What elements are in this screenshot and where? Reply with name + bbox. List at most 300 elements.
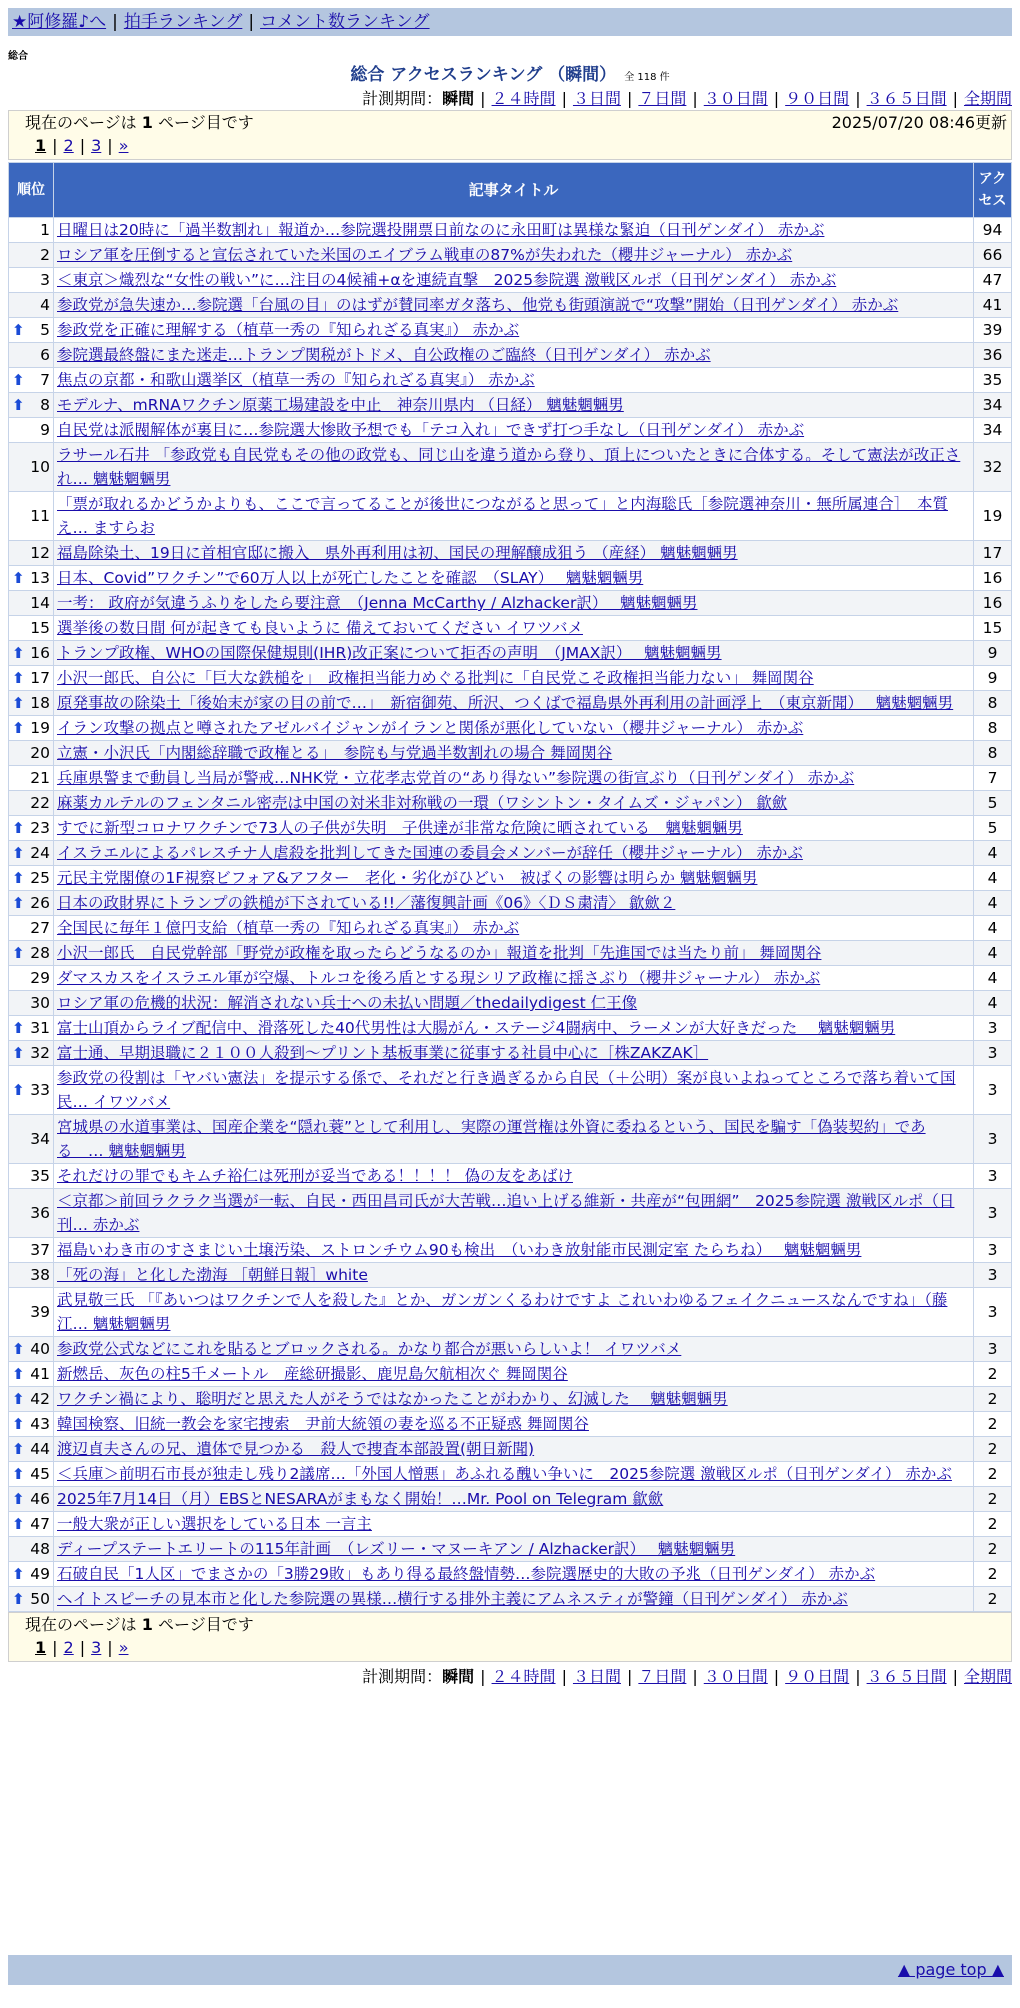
rank-number: 26: [30, 894, 50, 912]
access-count: 16: [974, 566, 1012, 591]
rank-number: 48: [30, 1540, 50, 1558]
article-link[interactable]: それだけの罪でもキムチ裕仁は死刑が妥当である！！！！ 偽の友をあばけ: [57, 1167, 573, 1185]
rank-number: 17: [30, 669, 50, 687]
rank-cell: [9, 1041, 54, 1066]
table-row: [9, 966, 1012, 991]
period-90d[interactable]: ９０日間: [785, 1667, 850, 1686]
table-row: [9, 368, 1012, 393]
access-count: 9: [974, 666, 1012, 691]
title-cell: [54, 966, 974, 991]
arrow-up-icon: ⬆: [12, 1465, 25, 1483]
page-1-current: 1: [35, 1638, 47, 1657]
arrow-up-icon: ⬆: [12, 396, 25, 414]
article-link[interactable]: 石破自民「1人区」でまさかの「3勝29敗」もあり得る最終盤情勢…参院選歴史的大敗の予兆（日刊ゲンダイ） 赤かぶ: [57, 1565, 876, 1583]
title-cell: [54, 1337, 974, 1362]
article-link[interactable]: ＜兵庫＞前明石市長が独走し残り2議席…「外国人憎悪」あふれる醜い争いに 2025参院選 激戦区ルポ（日刊ゲンダイ） 赤かぶ: [57, 1465, 952, 1483]
article-link[interactable]: ＜東京＞熾烈な“女性の戦い”に…注目の4候補+αを連続直撃 2025参院選 激戦区ルポ（日刊ゲンダイ） 赤かぶ: [57, 271, 837, 289]
period-current: 瞬間: [442, 1667, 475, 1686]
period-3d[interactable]: ３日間: [572, 89, 621, 108]
article-link[interactable]: すでに新型コロナワクチンで73人の子供が失明 子供達が非常な危険に晒されている 魑魅魍魎男: [57, 819, 743, 837]
rank-number: 9: [40, 421, 50, 439]
arrow-up-icon: ⬆: [12, 819, 25, 837]
title-cell: [54, 616, 974, 641]
arrow-up-icon: ⬆: [12, 869, 25, 887]
table-row: [9, 268, 1012, 293]
nav-separator: |: [248, 12, 255, 32]
title-cell: [54, 941, 974, 966]
updated-time: 2025/07/20 08:46更新: [831, 113, 1007, 132]
arrow-up-icon: ⬆: [12, 321, 25, 339]
title-cell: [54, 368, 974, 393]
page-links: 1 | 2 | 3 | »: [35, 1638, 129, 1657]
title-cell: [54, 1164, 974, 1189]
access-count: 3: [974, 1016, 1012, 1041]
rank-number: 42: [30, 1390, 50, 1408]
title-cell: [54, 766, 974, 791]
rank-number: 7: [40, 371, 50, 389]
access-count: 5: [974, 816, 1012, 841]
title-cell: [54, 866, 974, 891]
rank-cell: [9, 1412, 54, 1437]
article-link[interactable]: 元民主党閣僚の1F視察ビフォア&アフター 老化・劣化がひどい 被ばくの影響は明らか 魑魅魍魎男: [57, 869, 758, 887]
table-row: [9, 741, 1012, 766]
article-link[interactable]: 自民党は派閥解体が裏目に…参院選大惨敗予想でも「テコ入れ」できず打つ手なし（日刊ゲンダイ） 赤かぶ: [57, 421, 805, 439]
period-7d[interactable]: ７日間: [638, 1667, 687, 1686]
table-row: [9, 1537, 1012, 1562]
rank-cell: [9, 541, 54, 566]
table-row: [9, 1462, 1012, 1487]
rank-number: 24: [30, 844, 50, 862]
table-row: [9, 541, 1012, 566]
rank-cell: [9, 666, 54, 691]
next-page-link[interactable]: »: [118, 136, 129, 155]
access-count: 66: [974, 243, 1012, 268]
rank-cell: [9, 1437, 54, 1462]
access-count: 8: [974, 716, 1012, 741]
access-count: 34: [974, 418, 1012, 443]
access-count: 4: [974, 866, 1012, 891]
article-link[interactable]: 小沢一郎氏、自公に「巨大な鉄槌を」 政権担当能力めぐる批判に「自民党こそ政権担当能力ない」 舞岡関谷: [57, 669, 814, 687]
footer-bar: [8, 1955, 1012, 1985]
rank-cell: [9, 218, 54, 243]
rank-number: 28: [30, 944, 50, 962]
home-link[interactable]: ★阿修羅♪へ: [12, 12, 107, 32]
article-link[interactable]: ロシア軍を圧倒すると宣伝されていた米国のエイブラム戦車の87%が失われた（櫻井ジャーナル） 赤かぶ: [57, 246, 793, 264]
period-24h[interactable]: ２４時間: [491, 1667, 556, 1686]
rank-cell: [9, 1337, 54, 1362]
access-count: 4: [974, 916, 1012, 941]
page-1-current: 1: [35, 136, 47, 155]
article-link[interactable]: 日本の政財界にトランプの鉄槌が下されている!!／藩復興計画《06》〈ＤＳ粛清〉 歙歛２: [57, 894, 676, 912]
table-row: [9, 766, 1012, 791]
title-cell: [54, 1387, 974, 1412]
rank-number: 40: [30, 1340, 50, 1358]
arrow-up-icon: ⬆: [12, 1019, 25, 1037]
arrow-up-icon: ⬆: [12, 1340, 25, 1358]
page-3-link[interactable]: 3: [91, 136, 102, 155]
article-link[interactable]: 一考： 政府が気違うふりをしたら要注意 （Jenna McCarthy / Alzhacker訳） 魑魅魍魎男: [57, 594, 698, 612]
access-count: 4: [974, 966, 1012, 991]
article-link[interactable]: 富士通、早期退職に２１００人殺到〜プリント基板事業に従事する社員中心に［株ZAKZAK］: [57, 1044, 709, 1062]
access-count: 47: [974, 268, 1012, 293]
article-link[interactable]: 日曜日は20時に「過半数割れ」報道か…参院選投開票日前なのに永田町は異様な緊迫（日刊ゲンダイ） 赤かぶ: [57, 221, 825, 239]
period-label: 計測期間：: [362, 1667, 443, 1686]
article-link[interactable]: 参政党公式などにこれを貼るとブロックされる。かなり都合が悪いらしいよ！ イワツバメ: [57, 1340, 682, 1358]
article-link[interactable]: ダマスカスをイスラエル軍が空爆、トルコを後ろ盾とする現シリア政権に揺さぶり（櫻井ジャーナル） 赤かぶ: [57, 969, 821, 987]
article-link[interactable]: 参政党の役割は「ヤバい憲法」を提示する係で、それだと行き過ぎるから自民（＋公明）案が良いよねってところで落ち着いて国民… イワツバメ: [57, 1069, 956, 1111]
title-cell: [54, 1462, 974, 1487]
ranking-table: [8, 162, 1012, 1612]
rank-number: 15: [30, 619, 50, 637]
period-365d[interactable]: ３６５日間: [866, 1667, 947, 1686]
rank-cell: [9, 741, 54, 766]
table-row: [9, 1189, 1012, 1238]
period-90d[interactable]: ９０日間: [785, 89, 850, 108]
rank-number: 23: [30, 819, 50, 837]
arrow-up-icon: ⬆: [12, 719, 25, 737]
article-link[interactable]: ラサール石井 「参政党も自民党もその他の政党も、同じ山を違う道から登り、頂上についたときに合体する。そして憲法が改正され… 魑魅魍魎男: [57, 446, 961, 488]
article-link[interactable]: 「票が取れるかどうかよりも、ここで言ってることが後世につながると思って」と内海聡氏［参院選神奈川・無所属連合］ 本質え… ますらお: [57, 495, 948, 537]
arrow-up-icon: ⬆: [12, 694, 25, 712]
arrow-up-icon: ⬆: [12, 1515, 25, 1533]
rank-cell: [9, 368, 54, 393]
article-link[interactable]: 選挙後の数日間 何が起きても良いように 備えておいてください イワツバメ: [57, 619, 583, 637]
table-row: [9, 492, 1012, 541]
article-link[interactable]: 2025年7月14日（月）EBSとNESARAがまもなく開始！…Mr. Pool on Telegram 歙歛: [57, 1490, 664, 1508]
period-all[interactable]: 全期間: [963, 89, 1012, 108]
rank-number: 14: [30, 594, 50, 612]
table-row: [9, 916, 1012, 941]
period-24h[interactable]: ２４時間: [491, 89, 556, 108]
rank-cell: [9, 1238, 54, 1263]
table-row: [9, 791, 1012, 816]
page-2-link[interactable]: 2: [63, 136, 74, 155]
rank-cell: [9, 991, 54, 1016]
rank-number: 29: [30, 969, 50, 987]
article-link[interactable]: 新燃岳、灰色の柱5千メートル 産総研撮影、鹿児島欠航相次ぐ 舞岡関谷: [57, 1365, 568, 1383]
article-link[interactable]: 全国民に毎年１億円支給（植草一秀の『知られざる真実』） 赤かぶ: [57, 919, 520, 937]
rank-number: 3: [40, 271, 50, 289]
rank-number: 20: [30, 744, 50, 762]
period-7d[interactable]: ７日間: [638, 89, 687, 108]
title-cell: [54, 1238, 974, 1263]
rank-cell: [9, 1462, 54, 1487]
table-row: [9, 666, 1012, 691]
article-link[interactable]: 宮城県の水道事業は、国産企業を“隠れ蓑”として利用し、実際の運営権は外資に委ねるという、国民を騙す「偽装契約」である … 魑魅魍魎男: [57, 1118, 926, 1160]
rank-cell: [9, 841, 54, 866]
table-row: [9, 1164, 1012, 1189]
title-cell: [54, 716, 974, 741]
article-link[interactable]: 参政党が急失速か…参院選「台風の目」のはずが賛同率ガタ落ち、他党も街頭演説で“攻撃”開始（日刊ゲンダイ） 赤かぶ: [57, 296, 899, 314]
top-nav-bar: [8, 8, 1012, 36]
title-cell: [54, 916, 974, 941]
table-row: [9, 1288, 1012, 1337]
applause-ranking-link[interactable]: 拍手ランキング: [123, 12, 243, 32]
article-link[interactable]: 福島いわき市のすさまじい土壌汚染、ストロンチウム90も検出 （いわき放射能市民測定室 たらちね） 魑魅魍魎男: [57, 1241, 862, 1259]
access-count: 2: [974, 1362, 1012, 1387]
article-link[interactable]: 一般大衆が正しい選択をしている日本 一言主: [57, 1515, 372, 1533]
page-status: 現在のページは 1 ページ目です: [25, 1615, 254, 1634]
period-30d[interactable]: ３０日間: [703, 1667, 768, 1686]
access-count: 3: [974, 1288, 1012, 1337]
access-count: 35: [974, 368, 1012, 393]
pager-top: [8, 110, 1012, 160]
title-cell: [54, 1587, 974, 1612]
access-count: 34: [974, 393, 1012, 418]
ranking-rows: [9, 218, 1012, 1612]
rank-cell: [9, 1164, 54, 1189]
table-row: [9, 841, 1012, 866]
rank-cell: [9, 766, 54, 791]
rank-cell: [9, 891, 54, 916]
period-current: 瞬間: [442, 89, 475, 108]
article-link[interactable]: ＜京都＞前回ラクラク当選が一転、自民・西田昌司氏が大苦戦…追い上げる維新・共産が“包囲網” 2025参院選 激戦区ルポ（日刊… 赤かぶ: [57, 1192, 955, 1234]
table-row: [9, 1487, 1012, 1512]
title-cell: [54, 1562, 974, 1587]
access-count: 3: [974, 1066, 1012, 1115]
col-title-header: 記事タイトル: [54, 163, 974, 218]
title-cell: [54, 891, 974, 916]
rank-cell: [9, 916, 54, 941]
access-count: 94: [974, 218, 1012, 243]
rank-number: 19: [30, 719, 50, 737]
rank-number: 37: [30, 1241, 50, 1259]
article-link[interactable]: 福島除染土、19日に首相官邸に搬入 県外再利用は初、国民の理解醸成狙う （産経） 魑魅魍魎男: [57, 544, 738, 562]
page-2-link[interactable]: 2: [63, 1638, 74, 1657]
article-link[interactable]: 参院選最終盤にまた迷走…トランプ関税がトドメ、自公政権のご臨終（日刊ゲンダイ） 赤かぶ: [57, 346, 711, 364]
rank-cell: [9, 1066, 54, 1115]
title-cell: [54, 393, 974, 418]
table-row: [9, 243, 1012, 268]
access-count: 36: [974, 343, 1012, 368]
access-count: 2: [974, 1587, 1012, 1612]
title-cell: [54, 741, 974, 766]
rank-cell: [9, 1587, 54, 1612]
access-count: 8: [974, 741, 1012, 766]
table-row: [9, 691, 1012, 716]
article-link[interactable]: 「死の海」と化した渤海 ［朝鮮日報］white: [57, 1266, 368, 1284]
comment-ranking-link[interactable]: コメント数ランキング: [260, 12, 430, 32]
access-count: 5: [974, 791, 1012, 816]
rank-cell: [9, 293, 54, 318]
rank-cell: [9, 492, 54, 541]
rank-cell: [9, 966, 54, 991]
table-row: [9, 866, 1012, 891]
access-count: 19: [974, 492, 1012, 541]
title-cell: [54, 218, 974, 243]
arrow-up-icon: ⬆: [12, 1365, 25, 1383]
rank-cell: [9, 866, 54, 891]
article-link[interactable]: ロシア軍の危機的状況：解消されない兵士への未払い問題／thedailydigest 仁王像: [57, 994, 638, 1012]
access-count: 2: [974, 1512, 1012, 1537]
table-row: [9, 1412, 1012, 1437]
rank-cell: [9, 691, 54, 716]
rank-number: 34: [30, 1130, 50, 1148]
access-count: 17: [974, 541, 1012, 566]
ranking-title: 総合 アクセスランキング （瞬間）: [350, 65, 617, 85]
access-count: 2: [974, 1462, 1012, 1487]
rank-cell: [9, 1189, 54, 1238]
access-count: 3: [974, 1337, 1012, 1362]
rank-number: 2: [40, 246, 50, 264]
col-rank-header: 順位: [9, 163, 54, 218]
table-row: [9, 566, 1012, 591]
rank-number: 32: [30, 1044, 50, 1062]
article-link[interactable]: トランプ政権、WHOの国際保健規則(IHR)改正案について拒否の声明 （JMAX訳） 魑魅魍魎男: [57, 644, 722, 662]
rank-number: 47: [30, 1515, 50, 1533]
article-link[interactable]: ワクチン禍により、聡明だと思えた人がそうではなかったことがわかり、幻滅した 魑魅魍魎男: [57, 1390, 728, 1408]
title-cell: [54, 318, 974, 343]
article-link[interactable]: 小沢一郎氏 自民党幹部「野党が政権を取ったらどうなるのか」報道を批判「先進国では当たり前」 舞岡関谷: [57, 944, 822, 962]
category-label: 総合: [8, 51, 28, 62]
rank-number: 4: [40, 296, 50, 314]
title-cell: [54, 1487, 974, 1512]
access-count: 4: [974, 991, 1012, 1016]
title-cell: [54, 1437, 974, 1462]
rank-number: 21: [30, 769, 50, 787]
article-link[interactable]: モデルナ、mRNAワクチン原薬工場建設を中止 神奈川県内 （日経） 魑魅魍魎男: [57, 396, 624, 414]
rank-cell: [9, 1487, 54, 1512]
rank-cell: [9, 418, 54, 443]
rank-number: 25: [30, 869, 50, 887]
article-link[interactable]: ヘイトスピーチの見本市と化した参院選の異様…横行する排外主義にアムネスティが警鐘（日刊ゲンダイ） 赤かぶ: [57, 1590, 848, 1608]
rank-cell: [9, 1512, 54, 1537]
title-cell: [54, 1537, 974, 1562]
article-link[interactable]: 麻薬カルテルのフェンタニル密売は中国の対米非対称戦の一環（ワシントン・タイムズ・ジャパン） 歙歛: [57, 794, 788, 812]
table-row: [9, 218, 1012, 243]
rank-number: 6: [40, 346, 50, 364]
next-page-link[interactable]: »: [118, 1638, 129, 1657]
title-cell: [54, 991, 974, 1016]
article-link[interactable]: 武見敬三氏 「『あいつはワクチンで人を殺した』とか、ガンガンくるわけですよ これいわゆるフェイクニュースなんですね」（藤江… 魑魅魍魎男: [57, 1291, 948, 1333]
table-row: [9, 393, 1012, 418]
title-cell: [54, 641, 974, 666]
article-link[interactable]: 兵庫県警まで動員し当局が警戒…NHK党・立花孝志党首の“あり得ない”参院選の街宣ぶり（日刊ゲンダイ） 赤かぶ: [57, 769, 855, 787]
title-cell: [54, 492, 974, 541]
arrow-up-icon: ⬆: [12, 1490, 25, 1508]
title-cell: [54, 418, 974, 443]
rank-cell: [9, 1263, 54, 1288]
table-row: [9, 816, 1012, 841]
page-3-link[interactable]: 3: [91, 1638, 102, 1657]
rank-number: 36: [30, 1204, 50, 1222]
access-count: 16: [974, 591, 1012, 616]
article-link[interactable]: 渡辺貞夫さんの兄、遺体で見つかる 殺人で捜査本部設置(朝日新聞): [57, 1440, 535, 1458]
table-row: [9, 1263, 1012, 1288]
article-link[interactable]: 原発事故の除染土「後始末が家の目の前で…」 新宿御苑、所沢、つくばで福島県外再利用の計画浮上 （東京新聞） 魑魅魍魎男: [57, 694, 954, 712]
article-link[interactable]: 韓国検察、旧統一教会を家宅捜索 尹前大統領の妻を巡る不正疑惑 舞岡関谷: [57, 1415, 589, 1433]
rank-number: 44: [30, 1440, 50, 1458]
rank-cell: [9, 1115, 54, 1164]
period-all[interactable]: 全期間: [963, 1667, 1012, 1686]
title-cell: [54, 566, 974, 591]
access-count: 8: [974, 691, 1012, 716]
rank-number: 45: [30, 1465, 50, 1483]
access-count: 15: [974, 616, 1012, 641]
table-row: [9, 1041, 1012, 1066]
arrow-up-icon: ⬆: [12, 371, 25, 389]
rank-cell: [9, 1288, 54, 1337]
rank-number: 33: [30, 1081, 50, 1099]
access-count: 3: [974, 1041, 1012, 1066]
arrow-up-icon: ⬆: [12, 569, 25, 587]
period-30d[interactable]: ３０日間: [703, 89, 768, 108]
access-count: 3: [974, 1164, 1012, 1189]
rank-cell: [9, 318, 54, 343]
title-cell: [54, 1288, 974, 1337]
period-label: 計測期間：: [362, 89, 443, 108]
article-link[interactable]: イスラエルによるパレスチナ人虐殺を批判してきた国連の委員会メンバーが辞任（櫻井ジャーナル） 赤かぶ: [57, 844, 803, 862]
title-cell: [54, 1412, 974, 1437]
access-count: 3: [974, 1238, 1012, 1263]
rank-number: 13: [30, 569, 50, 587]
rank-cell: [9, 566, 54, 591]
table-row: [9, 991, 1012, 1016]
table-row: [9, 343, 1012, 368]
access-count: 4: [974, 891, 1012, 916]
rank-number: 46: [30, 1490, 50, 1508]
period-365d[interactable]: ３６５日間: [866, 89, 947, 108]
page-links: 1 | 2 | 3 | »: [35, 136, 129, 155]
table-row: [9, 1362, 1012, 1387]
title-cell: [54, 443, 974, 492]
article-link[interactable]: イラン攻撃の拠点と噂されたアゼルバイジャンがイランと関係が悪化していない（櫻井ジャーナル） 赤かぶ: [57, 719, 804, 737]
arrow-up-icon: ⬆: [12, 1590, 25, 1608]
article-link[interactable]: 立憲・小沢氏「内閣総辞職で政権とる」 参院も与党過半数割れの場合 舞岡関谷: [57, 744, 613, 762]
article-link[interactable]: 富士山頂からライブ配信中、滑落死した40代男性は大腸がん・ステージ4闘病中、ラーメンが大好きだった 魑魅魍魎男: [57, 1019, 896, 1037]
table-row: [9, 1066, 1012, 1115]
arrow-up-icon: ⬆: [12, 1565, 25, 1583]
table-row: [9, 591, 1012, 616]
title-cell: [54, 691, 974, 716]
rank-number: 30: [30, 994, 50, 1012]
title-cell: [54, 243, 974, 268]
arrow-up-icon: ⬆: [12, 1390, 25, 1408]
period-3d[interactable]: ３日間: [572, 1667, 621, 1686]
table-row: [9, 1562, 1012, 1587]
article-link[interactable]: ディープステートエリートの115年計画 （レズリー・マヌーキアン / Alzhacker訳） 魑魅魍魎男: [57, 1540, 736, 1558]
title-cell: [54, 841, 974, 866]
table-row: [9, 1337, 1012, 1362]
access-count: 4: [974, 841, 1012, 866]
access-count: 2: [974, 1412, 1012, 1437]
col-access-header: アクセス: [974, 163, 1012, 218]
arrow-up-icon: ⬆: [12, 644, 25, 662]
table-row: [9, 1387, 1012, 1412]
rank-cell: [9, 1362, 54, 1387]
rank-number: 41: [30, 1365, 50, 1383]
access-count: 3: [974, 1115, 1012, 1164]
title-cell: [54, 541, 974, 566]
rank-number: 8: [40, 396, 50, 414]
article-link[interactable]: 焦点の京都・和歌山選挙区（植草一秀の『知られざる真実』） 赤かぶ: [57, 371, 535, 389]
nav-separator: |: [112, 12, 118, 32]
rank-number: 18: [30, 694, 50, 712]
arrow-up-icon: ⬆: [12, 844, 25, 862]
rank-number: 35: [30, 1167, 50, 1185]
title-cell: [54, 816, 974, 841]
access-count: 32: [974, 443, 1012, 492]
page-top-link[interactable]: ▲ page top ▲: [897, 1960, 1004, 1979]
title-cell: [54, 1016, 974, 1041]
article-link[interactable]: 参政党を正確に理解する（植草一秀の『知られざる真実』） 赤かぶ: [57, 321, 520, 339]
article-link[interactable]: 日本、Covid”ワクチン”で60万人以上が死亡したことを確認 （SLAY） 魑魅魍魎男: [57, 569, 644, 587]
rank-cell: [9, 1562, 54, 1587]
rank-number: 31: [30, 1019, 50, 1037]
rank-number: 43: [30, 1415, 50, 1433]
arrow-up-icon: ⬆: [12, 894, 25, 912]
access-count: 2: [974, 1562, 1012, 1587]
